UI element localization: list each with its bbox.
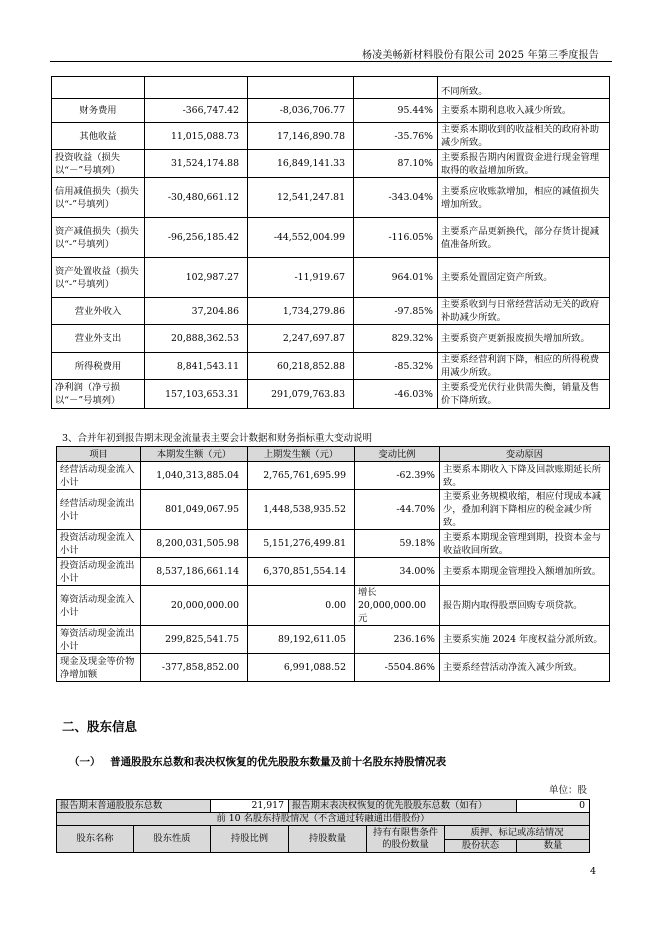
table-row: 净利润（净亏损以“－”号填列） 157,103,653.31 291,079,763.83 -46.03% 主要系受光伏行业供需失衡，销量及售价下降所致。 xyxy=(52,380,610,409)
table-row: 经营活动现金流出小计 801,049,067.95 1,448,538,935.52 -44.70% 主要系业务规模收缩，相应付现成本减少，叠加利润下降相应的税金减少所致。 xyxy=(57,490,610,530)
page-number: 4 xyxy=(589,866,596,877)
cashflow-changes-table xyxy=(56,446,610,682)
shareholder-subsection-heading: （一） 普通股股东总数和表决权恢复的优先股股东数量及前十名股东持股情况表 xyxy=(69,756,447,768)
table-row: 筹资活动现金流入小计 20,000,000.00 0.00 增长 20,000,000.00 元 报告期内取得股票回购专项贷款。 xyxy=(57,586,610,626)
header-divider xyxy=(50,61,612,62)
table-row: 不同所致。 xyxy=(52,77,610,99)
table-row: 资产减值损失（损失以“-”号填列） -96,256,185.42 -44,552,004.99 -116.05% 主要系产品更新换代，部分存货计提减值准备所致。 xyxy=(52,218,610,258)
table-row: 投资活动现金流出小计 8,537,186,661.14 6,370,851,554.14 34.00% 主要系本期现金管理投入额增加所致。 xyxy=(57,558,610,586)
table-header-row: 项目 本期发生额（元） 上期发生额（元） 变动比例 变动原因 xyxy=(57,447,610,462)
table-row: 投资收益（损失以“－”号填列） 31,524,174.88 16,849,141.33 87.10% 主要系报告期内闲置资金进行现金管理取得的收益增加所致。 xyxy=(52,150,610,178)
table-row: 筹资活动现金流出小计 299,825,541.75 89,192,611.05 236.16% 主要系实施 2024 年度权益分派所致。 xyxy=(57,626,610,654)
page-header-title: 杨凌美畅新材料股份有限公司 2025 年第三季度报告 xyxy=(361,50,599,61)
cashflow-section-title: 3、合并年初到报告期末现金流量表主要会计数据和财务指标重大变动说明 xyxy=(62,433,373,444)
table-row: 投资活动现金流入小计 8,200,031,505.98 5,151,276,499.81 59.18% 主要系本期现金管理到期，投资本金与收益收回所致。 xyxy=(57,530,610,558)
table-row: 信用减值损失（损失以“-”号填列） -30,480,661.12 12,541,247.81 -343.04% 主要系应收账款增加，相应的减值损失增加所致。 xyxy=(52,178,610,218)
table-row: 经营活动现金流入小计 1,040,313,885.04 2,765,761,695.99 -62.39% 主要系本期收入下降及回款账期延长所致。 xyxy=(57,462,610,490)
table-header-row: 股东名称 股东性质 持股比例 持股数量 持有有限售条件的股份数量 质押、标记或冻结情况 xyxy=(57,826,590,840)
shareholder-table xyxy=(56,799,590,853)
table-row: 现金及现金等价物净增加额 -377,858,852.00 6,991,088.52 -5504.86% 主要系经营活动净流入减少所致。 xyxy=(57,654,610,682)
unit-label: 单位：股 xyxy=(548,785,587,796)
table-row: 营业外支出 20,888,362.53 2,247,697.87 829.32% 主要系资产更新报废损失增加所致。 xyxy=(52,325,610,353)
table-row: 营业外收入 37,204.86 1,734,279.86 -97.85% 主要系收到与日常经营活动无关的政府补助减少所致。 xyxy=(52,298,610,325)
table-row: 前 10 名股东持股情况（不含通过转融通出借股份） xyxy=(57,813,590,826)
table-row: 报告期末普通股股东总数 21,917 报告期末表决权恢复的优先股股东总数（如有） 0 xyxy=(57,800,590,813)
income-changes-table xyxy=(51,76,610,409)
shareholder-section-heading: 二、股东信息 xyxy=(62,719,138,734)
table-row: 所得税费用 8,841,543.11 60,218,852.88 -85.32% 主要系经营利润下降，相应的所得税费用减少所致。 xyxy=(52,353,610,380)
table-row: 其他收益 11,015,088.73 17,146,890.78 -35.76% 主要系本期收到的收益相关的政府补助减少所致。 xyxy=(52,123,610,150)
table-header-row: 股份状态 数量 xyxy=(57,840,590,853)
table-row: 资产处置收益（损失以“-”号填列） 102,987.27 -11,919.67 964.01% 主要系处置固定资产所致。 xyxy=(52,258,610,298)
table-row: 财务费用 -366,747.42 -8,036,706.77 95.44% 主要系本期利息收入减少所致。 xyxy=(52,99,610,123)
